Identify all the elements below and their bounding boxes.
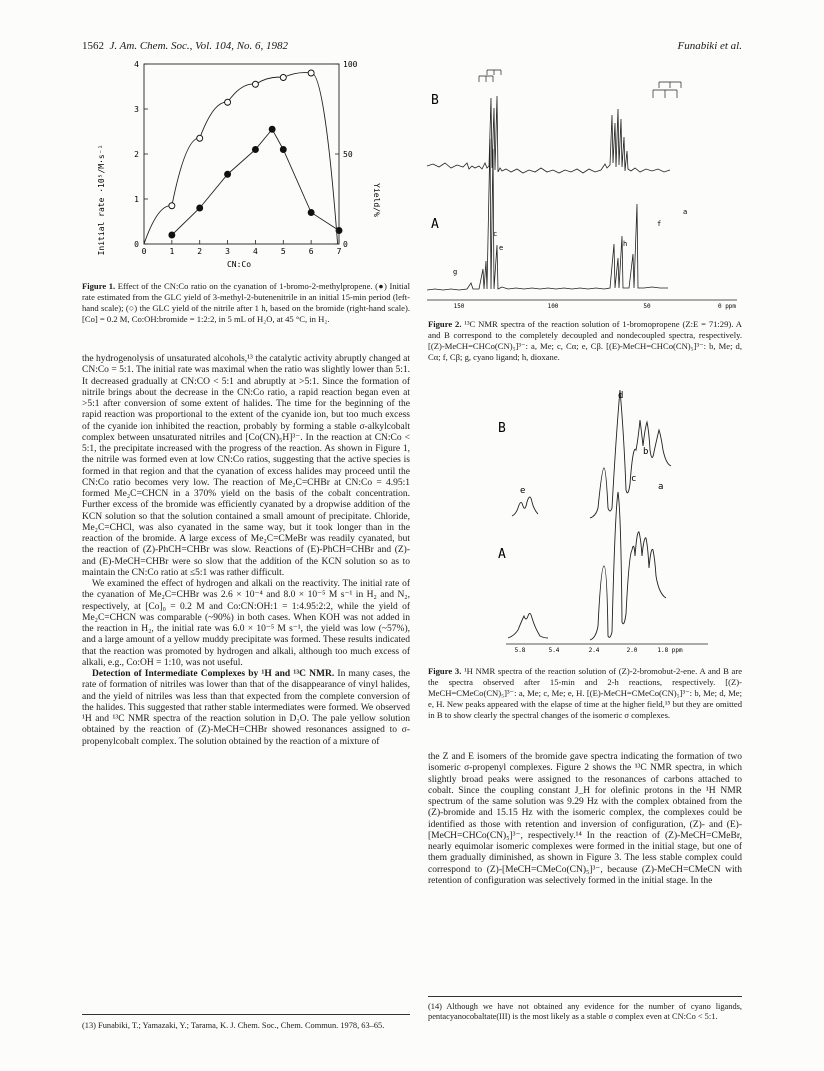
spectrum-b-methyl — [590, 390, 671, 518]
x-tick-label: 5 — [280, 247, 286, 256]
data-point-filled — [252, 147, 258, 153]
figure-2-axis-ticks — [454, 303, 737, 310]
y-right-tick-label: 0 — [343, 240, 348, 249]
axis-tick-1-8: 1.8 ppm — [657, 647, 683, 654]
peak-label-c: c — [493, 230, 498, 238]
x-tick-label: 7 — [336, 247, 342, 256]
peak-label-b: b — [643, 447, 649, 457]
left-paragraph-3 — [82, 669, 410, 748]
y-left-tick-label: 4 — [134, 60, 139, 69]
figure-1-caption-text: Effect of the CN:Co ratio on the cyanation of 1-bromo-2-methylpropene. (●) Initial rate estimated from the GLC yield of 3-methyl-2-butenenitrile in an initial 15-min period (left-hand scale); (○) the GLC yield of the nitrile after 1 h, based on the bromide (right-hand scale). [Co] = 0.2 M, Co:OH:bromide = 1:2:2, in 5 mL of H₂O, at 45 °C, in H₂. — [82, 281, 410, 324]
left-paragraph-1: the hydrogenolysis of unsaturated alcohols,¹³ the catalytic activity abruptly changed at CN:Co = 5:1. The initial rate was maximal when the ratio was slightly lower than 5:1. It decreased gradually at CN:CO < 5:1 and abruptly at >5:1. Since the formation of nitrile brings about the decrease in the CN:Co ratio, a rapid reaction began even at >5:1 after conversion of some extent of halides. The time for the beginning of the rapid reaction was proportional to the extent of the cyanide ion, but too much excess of the cyanide ion inhibited the reaction, probably by forming a stable σ-alkylcobalt complex between unsaturated nitriles and [Co(CN)₅H]³⁻. In the reaction at CN:Co < 5:1, the precipitate increased with the progress of the reaction. As shown in Figure 1, the nitrile was formed even at low CN:Co ratios, suggesting that the active species is formed in that region and that the cyanation of excess halides may proceed until the CN:Co ratio becomes very low. The reaction of Me₂C=CHBr at CN:Co = 4.95:1 formed Me₂C=CHCN in a 370% yield on the basis of the cobalt concentration. Further excess of the bromide was efficiently cyanated by a dropwise addition of the KCN solution so that the solution contained a small amount of precipitate. Chloride, Me₂C=CHCl, was also cyanated in the same way, but it took longer than in the reaction of the bromide. A large excess of Me₂C=CMeBr was readily cyanated, but the reaction of (Z)-PhCH=CHBr was slow. Reactions of (E)-PhCH=CHBr and (Z)- and (E)-MeCH=CHBr were so slow that the addition of the KCN solution so as to maintain the CN:Co ratio at ≤5:1 was rather difficult. — [82, 354, 410, 578]
y-left-tick-label: 1 — [134, 195, 139, 204]
data-point-open — [197, 135, 203, 141]
header-author: Funabiki et al. — [677, 40, 742, 52]
figure-3-spectra — [490, 388, 720, 658]
figure-1-chart — [92, 60, 382, 272]
data-point-open — [225, 99, 231, 105]
figure-2-caption-label: Figure 2. — [428, 319, 462, 329]
spectrum-b-olefinic — [512, 497, 538, 516]
header-left — [82, 40, 288, 52]
figure-3-caption-text: ¹H NMR spectra of the reaction solution of (Z)-2-bromobut-2-ene. A and B are the spectra observed after 15-min and 2-h reactions, respectively. [(Z)-MeCH=CMeCo(CN)₅]³⁻: a, Me; c, Me; e, H. [(E)-MeCH=CMeCo(CN)₅]³⁻: b, Me; d, Me; e, H. New peaks appeared with the elapse of time at the higher field,¹⁵ but they are omitted in B to show clearly the spectral changes of the isomeric σ complexes. — [428, 666, 743, 720]
figure-2-spectra — [425, 60, 745, 312]
data-point-filled — [308, 210, 314, 216]
left-column — [82, 354, 410, 748]
axis-tick-2-0: 2.0 — [626, 647, 638, 654]
axis-tick-150: 150 — [453, 303, 465, 310]
spectrum-a-olefinic — [508, 613, 548, 638]
figure-2-caption — [428, 319, 742, 363]
figure-2-caption-text: ¹³C NMR spectra of the reaction solution of 1-bromopropene (Z:E = 71:29). A and B correspond to the completely decoupled and nondecoupled spectra, respectively. [(Z)-MeCH=CHCo(CN)₅]³⁻: a, Me; c, Cα; e, Cβ. [(E)-MeCH=CHCo(CN)₅]³⁻: b, Me; d, Cα; f, Cβ; g, cyano ligand; h, dioxane. — [428, 319, 743, 362]
journal-citation: J. Am. Chem. Soc., Vol. 104, No. 6, 1982 — [109, 40, 289, 52]
y-left-tick-label: 0 — [134, 240, 139, 249]
x-tick-label: 0 — [141, 247, 147, 256]
peak-label-g: g — [453, 268, 458, 276]
figure-3-axis-ticks — [515, 647, 683, 654]
spectrum-a-trace — [427, 139, 668, 290]
figure-1-caption — [82, 281, 410, 325]
plot-frame — [144, 64, 339, 244]
peak-label-c: c — [631, 474, 637, 484]
data-point-open — [308, 70, 314, 76]
peak-label-h: h — [623, 240, 628, 248]
y-axis-label-right: Yield/% — [372, 183, 381, 217]
data-point-filled — [280, 147, 286, 153]
footnote-13: (13) Funabiki, T.; Yamazaki, Y.; Tarama, K. J. Chem. Soc., Chem. Commun. 1978, 63–65. — [82, 1021, 385, 1030]
data-point-filled — [269, 126, 275, 132]
footnote-rule-left — [82, 1014, 410, 1015]
left-paragraph-3-text: In many cases, the rate of formation of nitriles was lower than that of the disappearance of vinyl halides, and the yield of nitriles was less than that expected from the complete conversion of the halides. This suggested that rather stable intermediates were formed. We observed ¹H and ¹³C NMR spectra of the reaction solution in D₂O. The pale yellow solution obtained by the reaction of (Z)-MeCH=CHBr showed resonances assigned to σ-propenylcobalt complex. The solution obtained by the reaction of a mixture of — [82, 669, 411, 747]
axis-tick-5-4: 5.4 — [548, 647, 560, 654]
figure-2-label-a: A — [431, 217, 439, 232]
peak-label-a: a — [683, 208, 688, 216]
x-tick-label: 6 — [308, 247, 314, 256]
axis-tick-100: 100 — [547, 303, 559, 310]
page-number: 1562 — [82, 40, 104, 52]
figure-3-peak-labels — [520, 391, 663, 496]
axis-tick-2-4: 2.4 — [588, 647, 600, 654]
figure-3-label-a: A — [498, 547, 506, 562]
figure-1-axes — [144, 64, 339, 244]
y-right-tick-label: 50 — [343, 150, 353, 159]
page-header — [82, 40, 742, 56]
left-paragraph-2: We examined the effect of hydrogen and alkali on the reactivity. The initial rate of the cyanation of Me₂C=CHBr was 2.6 × 10⁻⁴ and 8.0 × 10⁻⁵ M s⁻¹ in H₂ and N₂, respectively, at [Co]₀ = 0.2 M and Co:CN:OH:1 = 1:4.95:2:2, while the yield of Me₂C=CHCN was comparable (~90%) in both cases. When KOH was not added in the reaction in H₂, the initial rate was 6.0 × 10⁻⁵ M s⁻¹, the yield was low (~57%), and a large amount of a yellow muddy precipitate was formed. These results indicated that the reaction was promoted by hydrogen and alkali, although too much excess of alkali, e.g., Co:OH = 1:10, was not useful. — [82, 579, 410, 668]
y-left-tick-label: 2 — [134, 150, 139, 159]
spectrum-a-methyl — [590, 492, 666, 640]
section-heading: Detection of Intermediate Complexes by ¹H and ¹³C NMR. — [92, 669, 335, 679]
figure-3-label-b: B — [498, 421, 506, 436]
x-axis-label: CN:Co — [226, 260, 252, 269]
y-axis-label-left: Initial rate ·10⁵/M·s⁻¹ — [97, 144, 106, 256]
x-tick-label: 1 — [169, 247, 175, 256]
footnote-rule-right — [428, 996, 742, 997]
peak-label-a: a — [658, 482, 664, 492]
peak-label-e: e — [520, 486, 526, 496]
peak-label-e: e — [499, 244, 504, 252]
x-tick-label: 4 — [253, 247, 258, 256]
series-yield-line — [144, 73, 338, 244]
data-point-open — [169, 203, 175, 209]
right-paragraph-1: the Z and E isomers of the bromide gave spectra indicating the formation of two isomeric σ-propenyl complexes. Figure 2 shows the ¹³C NMR spectra, in which slightly broad peaks were assigned to the resonances of carbons attached to cobalt. Since the coupling constant J_H for olefinic protons in the ¹H NMR spectrum of the same solution was 9.29 Hz with the complex obtained from the (Z)-bromide and 15.15 Hz with the isomeric complex, the complexes could be identified as those with retention and inversion of configuration, (Z)- and (E)-[MeCH=CHCo(CN)₅]³⁻, respectively.¹⁴ In the reaction of (Z)-MeCH=CMeBr, nearly equimolar isomeric complexes were formed in the initial stage, but one of them gradually diminished, as shown in Figure 3. The less stable complex could correspond to (Z)-[MeCH=CMeCo(CN)₅]³⁻, because (Z)-MeCH=CMeCN with retention of configuration was selectively formed in the initial stage. In the — [428, 752, 742, 886]
series-initial-rate-line — [172, 129, 339, 235]
axis-tick-0: 0 ppm — [717, 303, 737, 310]
x-tick-label: 2 — [197, 247, 203, 256]
axis-tick-50: 50 — [643, 303, 651, 310]
right-column — [428, 752, 742, 887]
figure-2-label-b: B — [431, 93, 439, 108]
spectrum-b-trace — [427, 96, 670, 173]
data-point-filled — [225, 171, 231, 177]
footnote-14: (14) Although we have not obtained any evidence for the number of cyano ligands, pentacyanocobaltate(III) is the most likely as a stable σ complex even at CN:Co < 5:1. — [428, 1002, 742, 1021]
data-point-open — [280, 75, 286, 81]
figure-3-caption — [428, 666, 742, 721]
data-point-filled — [197, 205, 203, 211]
peak-label-d: d — [618, 391, 624, 401]
data-point-filled — [169, 232, 175, 238]
x-tick-label: 3 — [225, 247, 230, 256]
peak-label-f: f — [657, 220, 662, 228]
figure-3-caption-label: Figure 3. — [428, 666, 462, 676]
axis-tick-5-8: 5.8 — [514, 647, 526, 654]
data-point-open — [252, 81, 258, 87]
y-left-tick-label: 3 — [134, 105, 139, 114]
spectrum-b-brackets — [479, 70, 681, 98]
y-right-tick-label: 100 — [343, 60, 358, 69]
figure-1-caption-label: Figure 1. — [82, 281, 116, 291]
figure-1-series — [144, 70, 342, 244]
